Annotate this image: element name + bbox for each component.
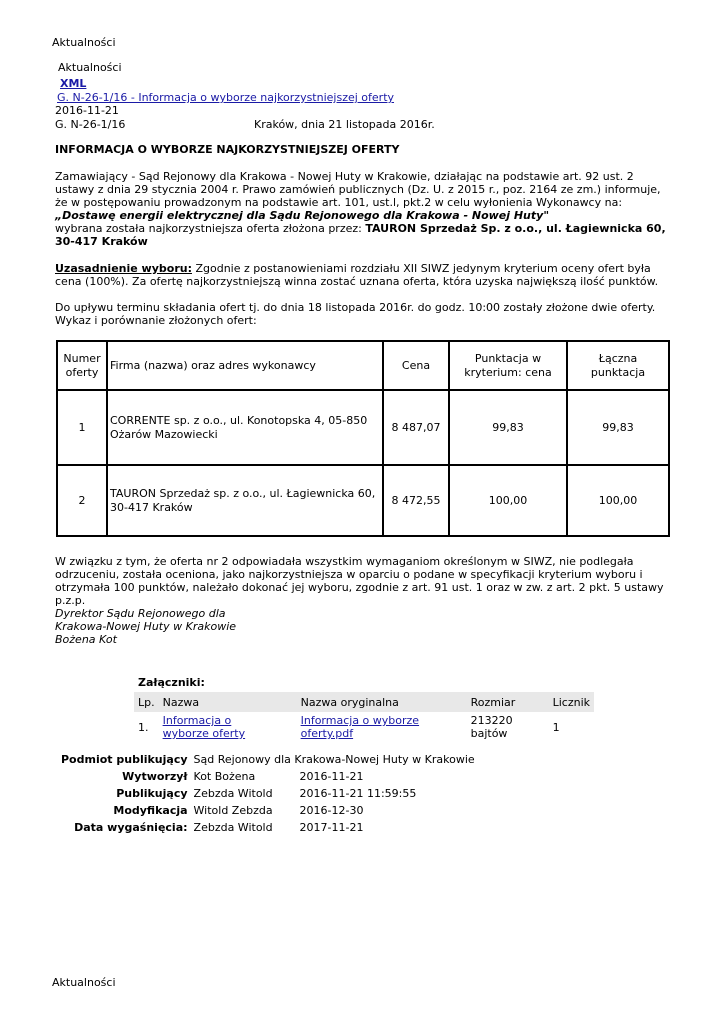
table-row — [134, 712, 594, 742]
attach-header-size: Rozmiar — [467, 692, 549, 712]
intro-paragraph — [55, 170, 675, 248]
expiry-date: 2017-11-21 — [299, 821, 364, 834]
deadline-paragraph — [55, 301, 675, 327]
published-date: 2016-11-21 11:59:55 — [299, 787, 417, 800]
metadata-row — [58, 819, 478, 836]
offer-points: 100,00 — [449, 465, 567, 536]
attach-name-link[interactable]: Informacja o wyborze oferty — [162, 714, 246, 740]
attach-file-link[interactable]: Informacja o wyborze oferty.pdf — [300, 714, 420, 740]
metadata-row — [58, 802, 478, 819]
attach-size: 213220 bajtów — [470, 714, 513, 740]
signature-line: Bożena Kot — [55, 633, 117, 646]
header-number: Numer oferty — [57, 341, 107, 390]
offer-price: 8 472,55 — [383, 465, 449, 536]
offer-firm: CORRENTE sp. z o.o., ul. Konotopska 4, 05-850 Ożarów Mazowiecki — [107, 390, 383, 465]
intro-text: Zamawiający - Sąd Rejonowy dla Krakowa - Nowej Huty w Krakowie, działając na podstawie art. 92 ust. 2 ustawy z dnia 29 stycznia 2004 r. Prawo zamówień publicznych (Dz. U. z 2015 r., poz. 2164 ze zm.) informuje, że w postępowaniu prowadzonym na podstawie art. 101, ust.l, pkt.2 w celu wyłonienia Wykonawcy na: — [55, 170, 661, 209]
page-top-label: Aktualności — [52, 36, 116, 49]
reference-number: G. N-26-1/16 — [55, 118, 126, 131]
winner-prefix: wybrana została najkorzystniejsza oferta złożona przez: — [55, 222, 366, 235]
modified-label: Modyfikacja — [113, 804, 188, 817]
modified-person: Witold Zebzda — [193, 804, 273, 817]
list-intro: Wykaz i porównanie złożonych ofert: — [55, 314, 257, 327]
attach-lp: 1. — [138, 720, 149, 734]
signature-line: Dyrektor Sądu Rejonowego dla — [55, 607, 226, 620]
expiry-label: Data wygaśnięcia: — [74, 821, 188, 834]
table-header-row — [57, 341, 669, 390]
attach-header-name: Nazwa — [159, 692, 297, 712]
winner-name: TAURON Sprzedaż Sp. z o.o., ul. Łagiewnicka 60, 30-417 Kraków — [55, 222, 666, 248]
attachments-header-row — [134, 692, 594, 712]
document-title: INFORMACJA O WYBORZE NAJKORZYSTNIEJSZEJ OFERTY — [55, 143, 400, 156]
offer-price: 8 487,07 — [383, 390, 449, 465]
attachments-table — [134, 692, 594, 742]
justification-paragraph — [55, 262, 675, 288]
page-footer-label: Aktualności — [52, 976, 116, 989]
offer-firm: TAURON Sprzedaż sp. z o.o., ul. Łagiewnicka 60, 30-417 Kraków — [107, 465, 383, 536]
document-link[interactable]: G. N-26-1/16 - Informacja o wyborze najkorzystniejszej oferty — [57, 91, 395, 104]
subject-text: „Dostawę energii elektrycznej dla Sądu Rejonowego dla Krakowa - Nowej Huty — [55, 209, 544, 222]
table-row — [57, 465, 669, 536]
publisher-value: Sąd Rejonowy dla Krakowa-Nowej Huty w Krakowie — [193, 753, 475, 766]
offer-number: 1 — [57, 390, 107, 465]
created-person: Kot Bożena — [193, 770, 256, 783]
justification-label: Uzasadnienie wyboru: — [55, 262, 192, 275]
created-label: Wytworzył — [122, 770, 188, 783]
metadata-table — [58, 751, 478, 836]
signature-line: Krakowa-Nowej Huty w Krakowie — [55, 620, 237, 633]
breadcrumb: Aktualności — [58, 61, 122, 74]
header-total: Łączna punktacja — [567, 341, 669, 390]
header-price: Cena — [383, 341, 449, 390]
justification-text: Zgodnie z postanowieniami rozdziału XII SIWZ jedynym kryterium oceny ofert była cena (100%). Za ofertę najkorzystniejszą winna zostać uznana oferta, która uzyska największą ilość punktów. — [55, 262, 659, 288]
attach-header-count: Licznik — [549, 692, 594, 712]
header-points: Punktacja w kryterium: cena — [449, 341, 567, 390]
attach-header-lp: Lp. — [134, 692, 159, 712]
conclusion-paragraph: W związku z tym, że oferta nr 2 odpowiadała wszystkim wymaganiom określonym w SIWZ, nie podlegała odrzuceniu, została oceniona, jako najkorzystniejsza w oparciu o podane w specyfikacji kryterium wyboru i otrzymała 100 punktów, należało dokonać jej wyboru, zgodnie z art. 91 ust. 1 oraz w zw. z art. 2 pkt. 5 ustawy p.z.p. — [55, 555, 664, 607]
metadata-row — [58, 785, 478, 802]
modified-date: 2016-12-30 — [299, 804, 364, 817]
deadline-text: Do upływu terminu składania ofert tj. do dnia 18 listopada 2016r. do godz. 10:00 zostały złożone dwie oferty. — [55, 301, 656, 314]
subject-close: " — [543, 209, 550, 222]
offer-points: 99,83 — [449, 390, 567, 465]
publisher-label: Podmiot publikujący — [61, 753, 188, 766]
offer-total: 99,83 — [567, 390, 669, 465]
created-date: 2016-11-21 — [299, 770, 364, 783]
xml-link[interactable]: XML — [60, 77, 87, 90]
offer-number: 2 — [57, 465, 107, 536]
offer-total: 100,00 — [567, 465, 669, 536]
publisher-person-label: Publikujący — [116, 787, 188, 800]
expiry-person: Zebzda Witold — [193, 821, 273, 834]
attachments-title: Załączniki: — [138, 676, 205, 689]
metadata-row — [58, 768, 478, 785]
published-person: Zebzda Witold — [193, 787, 273, 800]
metadata-row — [58, 751, 478, 768]
header-firm: Firma (nazwa) oraz adres wykonawcy — [107, 341, 383, 390]
offers-table — [56, 340, 670, 537]
attach-count: 1 — [552, 720, 560, 734]
table-row — [57, 390, 669, 465]
publication-date: 2016-11-21 — [55, 104, 119, 117]
attach-header-original: Nazwa oryginalna — [297, 692, 467, 712]
signature-block — [55, 607, 675, 646]
place-date: Kraków, dnia 21 listopada 2016r. — [254, 118, 435, 131]
